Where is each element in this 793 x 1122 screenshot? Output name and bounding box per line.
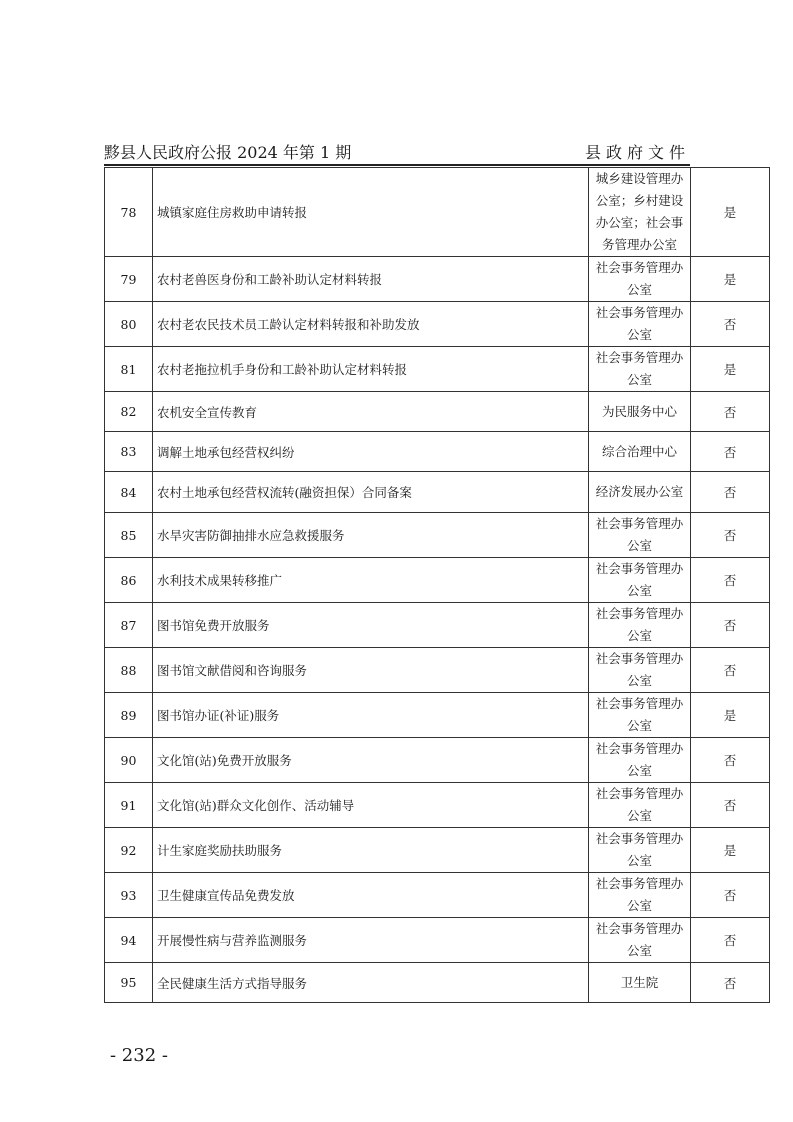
responsible-department: 社会事务管理办公室: [589, 347, 691, 392]
service-name: 农村老兽医身份和工龄补助认定材料转报: [153, 257, 589, 302]
row-number: 85: [105, 513, 153, 558]
row-number: 83: [105, 432, 153, 472]
yes-no-flag: 否: [691, 558, 770, 603]
header-section: 县政府文件: [584, 143, 690, 162]
table-row: [105, 392, 770, 432]
yes-no-flag: 是: [691, 347, 770, 392]
service-name: 农村土地承包经营权流转(融资担保）合同备案: [153, 472, 589, 513]
table-row: [105, 873, 770, 918]
row-number: 87: [105, 603, 153, 648]
row-number: 92: [105, 828, 153, 873]
responsible-department: 社会事务管理办公室: [589, 693, 691, 738]
row-number: 93: [105, 873, 153, 918]
page-number: - 232 -: [110, 1045, 168, 1066]
row-number: 79: [105, 257, 153, 302]
service-name: 全民健康生活方式指导服务: [153, 963, 589, 1003]
row-number: 90: [105, 738, 153, 783]
responsible-department: 卫生院: [589, 963, 691, 1003]
row-number: 88: [105, 648, 153, 693]
service-name: 农村老拖拉机手身份和工龄补助认定材料转报: [153, 347, 589, 392]
yes-no-flag: 否: [691, 648, 770, 693]
table-row: [105, 432, 770, 472]
yes-no-flag: 是: [691, 693, 770, 738]
table-row: [105, 347, 770, 392]
responsible-department: 社会事务管理办公室: [589, 302, 691, 347]
service-name: 农村老农民技术员工龄认定材料转报和补助发放: [153, 302, 589, 347]
row-number: 94: [105, 918, 153, 963]
table-row: [105, 783, 770, 828]
yes-no-flag: 否: [691, 432, 770, 472]
table-row: [105, 472, 770, 513]
table-row: [105, 603, 770, 648]
service-name: 文化馆(站)免费开放服务: [153, 738, 589, 783]
row-number: 80: [105, 302, 153, 347]
service-table-body: [105, 168, 770, 1003]
row-number: 84: [105, 472, 153, 513]
responsible-department: 社会事务管理办公室: [589, 257, 691, 302]
table-row: [105, 168, 770, 257]
header-title: 黟县人民政府公报 2024 年第 1 期: [104, 143, 352, 162]
row-number: 81: [105, 347, 153, 392]
row-number: 95: [105, 963, 153, 1003]
table-row: [105, 648, 770, 693]
yes-no-flag: 否: [691, 783, 770, 828]
service-name: 开展慢性病与营养监测服务: [153, 918, 589, 963]
yes-no-flag: 是: [691, 257, 770, 302]
yes-no-flag: 否: [691, 873, 770, 918]
page-header: [104, 140, 690, 162]
service-name: 城镇家庭住房救助申请转报: [153, 168, 589, 257]
responsible-department: 城乡建设管理办公室；乡村建设办公室；社会事务管理办公室: [589, 168, 691, 257]
yes-no-flag: 否: [691, 302, 770, 347]
yes-no-flag: 否: [691, 392, 770, 432]
service-table: [104, 167, 770, 1003]
service-name: 水利技术成果转移推广: [153, 558, 589, 603]
yes-no-flag: 否: [691, 472, 770, 513]
service-name: 图书馆文献借阅和咨询服务: [153, 648, 589, 693]
responsible-department: 社会事务管理办公室: [589, 513, 691, 558]
service-name: 农机安全宣传教育: [153, 392, 589, 432]
responsible-department: 综合治理中心: [589, 432, 691, 472]
service-name: 水旱灾害防御抽排水应急救援服务: [153, 513, 589, 558]
responsible-department: 社会事务管理办公室: [589, 918, 691, 963]
table-row: [105, 257, 770, 302]
table-row: [105, 828, 770, 873]
responsible-department: 经济发展办公室: [589, 472, 691, 513]
row-number: 91: [105, 783, 153, 828]
service-name: 计生家庭奖励扶助服务: [153, 828, 589, 873]
responsible-department: 社会事务管理办公室: [589, 738, 691, 783]
table-row: [105, 738, 770, 783]
header-rule-thick: [104, 164, 690, 166]
row-number: 86: [105, 558, 153, 603]
service-name: 卫生健康宣传品免费发放: [153, 873, 589, 918]
responsible-department: 为民服务中心: [589, 392, 691, 432]
responsible-department: 社会事务管理办公室: [589, 558, 691, 603]
service-name: 文化馆(站)群众文化创作、活动辅导: [153, 783, 589, 828]
yes-no-flag: 否: [691, 513, 770, 558]
table-row: [105, 302, 770, 347]
table-row: [105, 693, 770, 738]
row-number: 89: [105, 693, 153, 738]
table-row: [105, 558, 770, 603]
responsible-department: 社会事务管理办公室: [589, 648, 691, 693]
yes-no-flag: 否: [691, 963, 770, 1003]
responsible-department: 社会事务管理办公室: [589, 783, 691, 828]
yes-no-flag: 是: [691, 828, 770, 873]
service-name: 图书馆免费开放服务: [153, 603, 589, 648]
responsible-department: 社会事务管理办公室: [589, 603, 691, 648]
responsible-department: 社会事务管理办公室: [589, 873, 691, 918]
table-row: [105, 963, 770, 1003]
yes-no-flag: 是: [691, 168, 770, 257]
service-name: 图书馆办证(补证)服务: [153, 693, 589, 738]
table-row: [105, 513, 770, 558]
responsible-department: 社会事务管理办公室: [589, 828, 691, 873]
service-name: 调解土地承包经营权纠纷: [153, 432, 589, 472]
row-number: 78: [105, 168, 153, 257]
yes-no-flag: 否: [691, 738, 770, 783]
row-number: 82: [105, 392, 153, 432]
yes-no-flag: 否: [691, 918, 770, 963]
yes-no-flag: 否: [691, 603, 770, 648]
table-row: [105, 918, 770, 963]
